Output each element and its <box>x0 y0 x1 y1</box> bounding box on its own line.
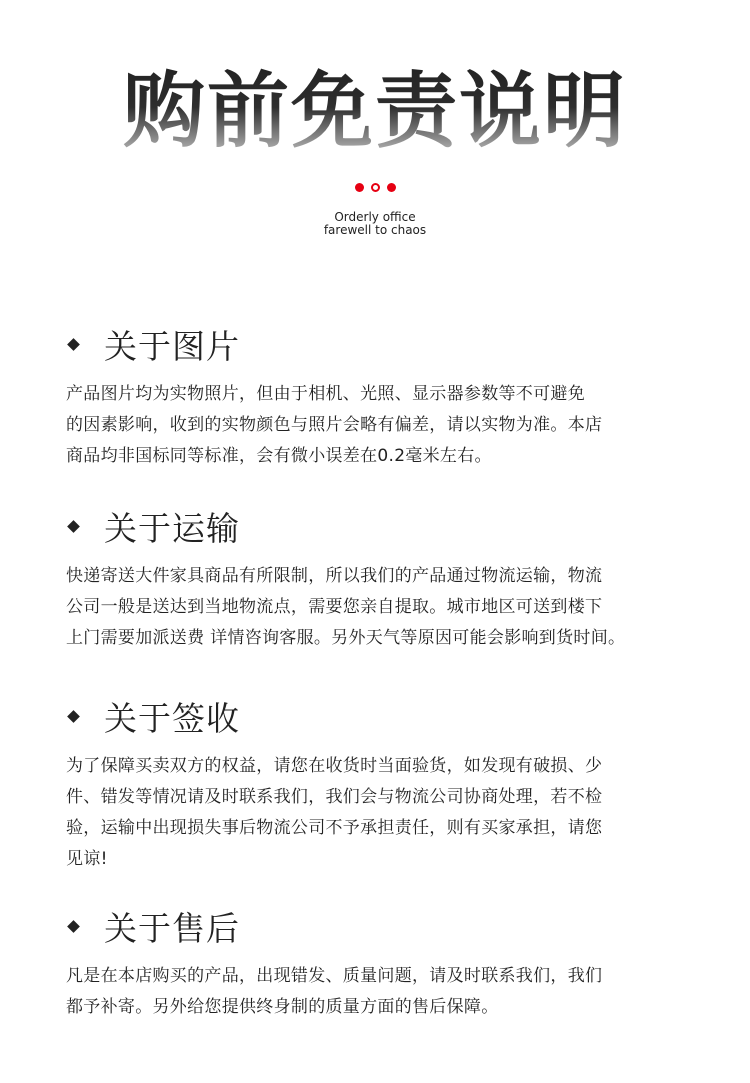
section-header <box>66 903 686 949</box>
ring-dot-icon <box>371 183 380 192</box>
body-line: 为了保障买卖双方的权益，请您在收货时当面验货，如发现有破损、少 <box>66 756 603 776</box>
body-line: 验，运输中出现损失事后物流公司不予承担责任，则有买家承担，请您 <box>66 818 603 838</box>
section-body <box>66 751 686 875</box>
body-line: 快递寄送大件家具商品有所限制，所以我们的产品通过物流运输，物流 <box>66 566 603 586</box>
body-line: 产品图片均为实物照片，但由于相机、光照、显示器参数等不可避免 <box>66 384 585 404</box>
section-title: 关于运输 <box>104 508 240 548</box>
subtitle-line-1: Orderly office <box>334 210 416 224</box>
diamond-icon <box>67 520 80 533</box>
body-line: 商品均非国标同等标准，会有微小误差在0.2毫米左右。 <box>66 446 492 466</box>
diamond-icon <box>67 920 80 933</box>
section-body <box>66 379 686 472</box>
diamond-icon <box>67 710 80 723</box>
section-header <box>66 321 686 367</box>
section-title: 关于图片 <box>104 326 240 366</box>
decorative-dots <box>0 183 750 192</box>
subtitle-line-2: farewell to chaos <box>323 223 427 237</box>
body-line: 凡是在本店购买的产品，出现错发、质量问题，请及时联系我们，我们 <box>66 966 603 986</box>
subtitle <box>0 211 750 237</box>
diamond-icon <box>67 338 80 351</box>
section-about-images <box>66 321 686 472</box>
page-title: 购前免责说明 <box>0 62 750 162</box>
dot-icon <box>387 183 396 192</box>
body-line: 都予补寄。另外给您提供终身制的质量方面的售后保障。 <box>66 997 499 1017</box>
section-header <box>66 503 686 549</box>
body-line: 见谅! <box>66 849 108 869</box>
body-line: 公司一般是送达到当地物流点，需要您亲自提取。城市地区可送到楼下 <box>66 597 603 617</box>
section-about-shipping <box>66 503 686 654</box>
section-after-sales <box>66 903 686 1023</box>
dot-icon <box>355 183 364 192</box>
section-header <box>66 693 686 739</box>
section-title: 关于签收 <box>104 698 240 738</box>
body-line: 的因素影响，收到的实物颜色与照片会略有偏差，请以实物为准。本店 <box>66 415 603 435</box>
section-body <box>66 561 686 654</box>
body-line: 件、错发等情况请及时联系我们，我们会与物流公司协商处理，若不检 <box>66 787 603 807</box>
body-line: 上门需要加派送费 详情咨询客服。另外天气等原因可能会影响到货时间。 <box>66 628 626 648</box>
section-body <box>66 961 686 1023</box>
section-title: 关于售后 <box>104 908 240 948</box>
section-about-receipt <box>66 693 686 875</box>
